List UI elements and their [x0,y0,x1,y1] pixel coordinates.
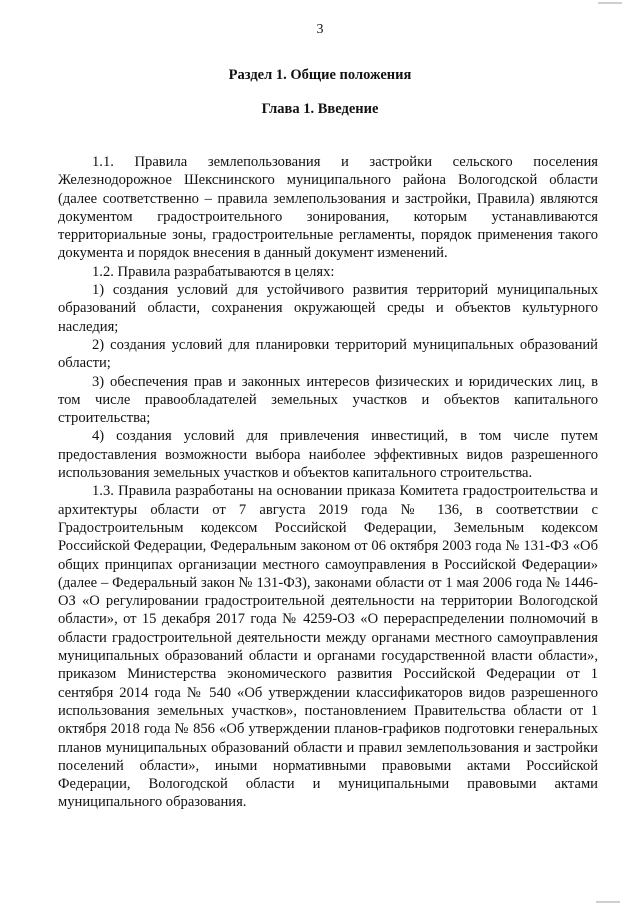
body-text [58,153,598,812]
page-number: 3 [316,22,324,37]
paragraph-1-3: 1.3. Правила разработаны на основании приказа Комитета градостроительства и архитектуры области от 7 августа 2019 года № 136, в соответствии с Градостроительным кодексом Российской Федерации, Земельным кодексом Российской Федерации, Федеральным законом от 06 октября 2003 года № 131-ФЗ «Об общих принципах организации местного самоуправления в Российской Федерации» (далее – Федеральный закон № 131-ФЗ), законами области от 1 мая 2006 года № 1446-ОЗ «О регулировании градостроительной деятельности на территории Вологодской области», от 15 декабря 2017 года № 4259-ОЗ «О перераспределении полномочий в области градостроительной деятельности между органами местного самоуправления муниципальных образований области и органами государственной власти области», приказом Министерства экономического развития Российской Федерации от 1 сентября 2014 года № 540 «Об утверждении классификаторов видов разрешенного использования земельных участков», постановлением Правительства области от 1 октября 2018 года № 856 «Об утверждении планов-графиков подготовки генеральных планов муниципальных образований области и правил землепользования и застройки поселений области», иными нормативными правовыми актами Российской Федерации, Вологодской области и муниципальными правовыми актами муниципального образования. [58,483,598,811]
list-item-4: 4) создания условий для привлечения инвестиций, в том числе путем предоставления возможности выбора наиболее эффективных видов разрешенного использования земельных участков и объектов капитального строительства. [58,428,598,482]
scan-mark-top [598,2,622,4]
list-item-3: 3) обеспечения прав и законных интересов физических и юридических лиц, в том числе правообладателей земельных участков и объектов капитального строительства; [58,373,598,427]
scan-mark-bottom [596,901,620,903]
chapter-title: Глава 1. Введение [261,101,379,117]
list-item-2: 2) создания условий для планировки территорий муниципальных образований области; [58,336,598,372]
list-item-1: 1) создания условий для устойчивого развития территорий муниципальных образований области, сохранения окружающей среды и объектов культурного наследия; [58,282,598,335]
paragraph-1-2: 1.2. Правила разрабатываются в целях: [92,263,335,280]
section-title: Раздел 1. Общие положения [228,67,412,83]
paragraph-1-1: 1.1. Правила землепользования и застройки сельского поселения Железнодорожное Шекснинского муниципального района Вологодской области (далее соответственно – правила землепользования и застройки, Правила) являются документом градостроительного зонирования, которым устанавливаются территориальные зоны, градостроительные регламенты, порядок применения такого документа и порядок внесения в данный документ изменений. [58,154,598,262]
